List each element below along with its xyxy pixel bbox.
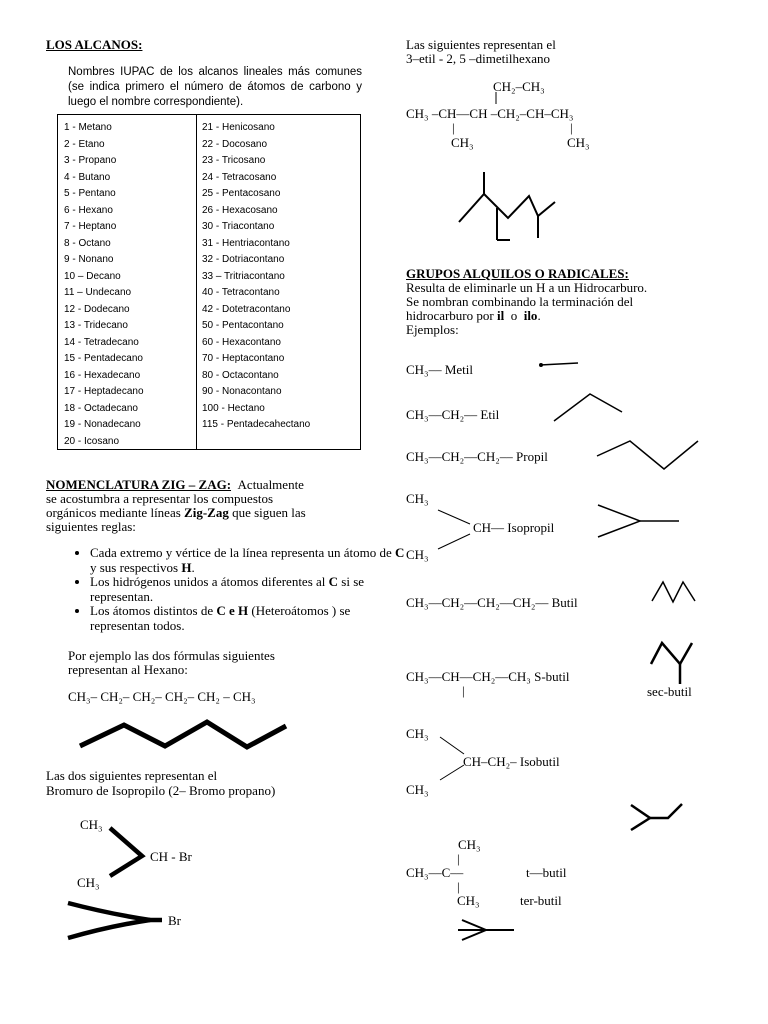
bromo-ch3-bottom: CH₃ <box>77 875 100 890</box>
zigzag-bold: Zig-Zag <box>184 505 229 520</box>
alkane-name: 60 - Hexacontano <box>202 336 281 348</box>
isopropil-ch3-bottom: CH₃ <box>406 547 429 562</box>
hexano-text1: Por ejemplo las dos fórmulas siguientes <box>68 648 275 663</box>
isobutil-ch3-bottom: CH₃ <box>406 782 429 797</box>
bold-text: ilo <box>523 308 538 323</box>
alkane-name: 9 - Nonano <box>64 254 114 265</box>
alkane-name: 18 - Octadecano <box>64 402 138 414</box>
alkane-name: 11 – Undecano <box>64 287 132 298</box>
hexano-formula: CH₃– CH₂– CH₂– CH₂– CH₂ – CH₃ <box>68 689 256 704</box>
ethyl-branch-label: CH₂–CH₃ <box>493 79 545 94</box>
bromo-text2: Bromuro de Isopropilo (2– Bromo propano) <box>46 783 276 798</box>
alkane-name: 10 – Decano <box>64 270 121 282</box>
isobutil-bond <box>440 737 464 754</box>
text-span: si se representan. <box>90 574 365 604</box>
alkane-name: 6 - Hexano <box>64 204 113 216</box>
propil-formula: CH₃––CH₂––CH₂–– Propil <box>406 449 548 464</box>
text-span: (Heteroátomos ) se representan todos. <box>90 603 351 633</box>
bold-text: il <box>496 308 505 323</box>
alkane-name: 3 - Propano <box>64 155 117 166</box>
isopropil-ch3-top: CH₃ <box>406 491 429 506</box>
alkane-name: 22 - Docosano <box>202 138 268 150</box>
nomenclatura-line2: se acostumbra a representar los compuestos <box>46 491 274 506</box>
nomenclatura-text: Actualmente <box>237 477 304 492</box>
alkane-name: 115 - Pentadecahectano <box>202 419 311 430</box>
bromo-br-label: Br <box>168 913 181 928</box>
alkane-name: 2 - Etano <box>64 138 105 150</box>
grupos-line3 <box>406 308 541 323</box>
alkane-name: 32 - Dotriacontano <box>202 254 285 265</box>
isopropil-bond <box>438 510 470 524</box>
isobutil-skeleton-tail <box>650 804 682 818</box>
grupos-title: GRUPOS ALQUILOS O RADICALES: <box>406 266 629 281</box>
methyl-label: CH₃ <box>451 135 474 150</box>
alkane-name: 4 - Butano <box>64 171 111 183</box>
text-span: . <box>191 559 195 575</box>
alkane-name: 40 - Tetracontano <box>202 287 280 298</box>
alcanos-title: LOS ALCANOS: <box>46 37 143 52</box>
isobutil-bond <box>440 765 464 780</box>
hexano-text2: representan al Hexano: <box>68 662 188 677</box>
text-span: que siguen las <box>228 505 306 520</box>
bond-pipe: | <box>457 879 460 894</box>
tbutil-ch3-bottom: CH₃ <box>457 893 480 908</box>
alkane-name: 80 - Octacontano <box>202 369 279 381</box>
butil-formula: CH₃––CH₂––CH₂––CH₂–– Butil <box>406 595 578 610</box>
metil-formula: CH₃–– Metil <box>406 362 474 377</box>
alkane-name: 15 - Pentadecano <box>64 353 143 364</box>
bond-pipe: | <box>457 851 460 866</box>
bold-text: H <box>181 559 192 575</box>
propil-skeleton <box>597 441 698 469</box>
grupos-line1: Resulta de eliminarle un H a un Hidrocarburo. <box>406 280 648 295</box>
alkane-name: 24 - Tetracosano <box>202 171 277 183</box>
isobutil-ch3-top: CH₃ <box>406 726 429 741</box>
ejemplos-label: Ejemplos: <box>406 322 459 337</box>
alkane-name: 13 - Tridecano <box>64 320 128 331</box>
dimetilhexano-skeleton <box>459 194 555 222</box>
nomenclatura-line4: siguientes reglas: <box>46 519 136 534</box>
text-span: . <box>537 308 541 323</box>
text-span: Los átomos distintos de <box>90 603 217 618</box>
bond-pipe: | <box>462 683 465 698</box>
text-span: Cada extremo y vértice de la línea representa un átomo de <box>90 545 396 560</box>
alkane-name: 23 - Tricosano <box>202 155 266 166</box>
right-intro1: Las siguientes representan el <box>406 37 556 52</box>
alkane-name: 31 - Hentriacontano <box>202 237 290 249</box>
text-span: o <box>504 308 524 323</box>
tbutil-label: t––butil <box>526 865 567 880</box>
bromo-text1: Las dos siguientes representan el <box>46 768 218 783</box>
right-intro2: 3–etil - 2, 5 –dimetilhexano <box>406 51 551 66</box>
alkane-name: 70 - Heptacontano <box>202 353 285 364</box>
alkane-name: 1 - Metano <box>64 122 112 133</box>
nomenclatura-title: NOMENCLATURA ZIG – ZAG: <box>46 477 232 492</box>
isobutil-skeleton <box>631 805 650 830</box>
isopropil-skeleton <box>598 505 640 537</box>
tbutil-center: CH₃––C–– <box>406 865 464 880</box>
alkane-name: 16 - Hexadecano <box>64 369 141 381</box>
alkane-name: 50 - Pentacontano <box>202 320 284 331</box>
isobutil-formula: CH–CH₂– Isobutil <box>463 754 560 769</box>
terbutil-label: ter-butil <box>520 893 562 908</box>
alkane-name: 5 - Pentano <box>64 188 116 199</box>
bold-text: C e H <box>216 603 249 618</box>
etil-skeleton <box>554 394 622 421</box>
alkane-name: 14 - Tetradecano <box>64 336 139 348</box>
bromo-skeleton-lower <box>68 903 150 938</box>
alkane-name: 19 - Nonadecano <box>64 419 141 430</box>
text-span: hidrocarburo por <box>406 308 497 323</box>
alkane-name: 8 - Octano <box>64 237 111 249</box>
metil-dot <box>539 363 543 367</box>
alkane-name: 100 - Hectano <box>202 402 265 414</box>
bromo-ch3-top: CH₃ <box>80 817 103 832</box>
tbutil-ch3-top: CH₃ <box>458 837 481 852</box>
alkane-name: 33 – Tritriacontano <box>202 270 285 282</box>
grupos-line2: Se nombran combinando la terminación del <box>406 294 634 309</box>
alkane-name: 20 - Icosano <box>64 435 120 447</box>
alkane-name: 25 - Pentacosano <box>202 188 281 199</box>
bond-pipe: | <box>570 120 573 135</box>
bond-pipe: | <box>452 120 455 135</box>
alkane-name: 17 - Heptadecano <box>64 386 144 397</box>
text-span: orgánicos mediante líneas <box>46 505 185 520</box>
isopropil-bond <box>438 534 470 549</box>
secbutil-skeleton <box>651 643 692 664</box>
hexano-zigzag <box>80 722 286 747</box>
alkane-name: 30 - Triacontano <box>202 221 275 232</box>
alkane-name: 90 - Nonacontano <box>202 386 282 397</box>
bromo-chbr: CH - Br <box>150 849 192 864</box>
bold-text: C <box>395 545 405 560</box>
butil-skeleton <box>652 582 695 602</box>
methyl-label: CH₃ <box>567 135 590 150</box>
text-span: y sus respectivos <box>90 559 182 575</box>
bold-text: C <box>328 574 339 589</box>
metil-bond <box>540 363 578 365</box>
isopropil-formula: CH–– Isopropil <box>473 520 555 535</box>
bromo-skeleton-upper <box>110 828 142 876</box>
alcanos-intro: Nombres IUPAC de los alcanos lineales más comunes (se indica primero el número de átomos de carbono y luego el nombre correspondiente). <box>68 66 362 108</box>
sbutil-formula: CH₃––CH––CH₂––CH₃ S-butil <box>406 669 570 684</box>
alkane-name: 12 - Dodecano <box>64 303 130 315</box>
text-span: Los hidrógenos unidos a átomos diferentes al <box>90 574 329 589</box>
secbutil-label: sec-butil <box>647 684 692 699</box>
alkane-name: 21 - Henicosano <box>202 122 275 133</box>
etil-formula: CH₃––CH₂–– Etil <box>406 407 500 422</box>
alkane-name: 7 - Heptano <box>64 221 117 232</box>
main-chain-formula: CH₃ –CH—CH –CH₂–CH–CH₃ <box>406 106 574 121</box>
alkane-name: 42 - Dotetracontano <box>202 303 291 315</box>
alkane-name: 26 - Hexacosano <box>202 204 278 216</box>
